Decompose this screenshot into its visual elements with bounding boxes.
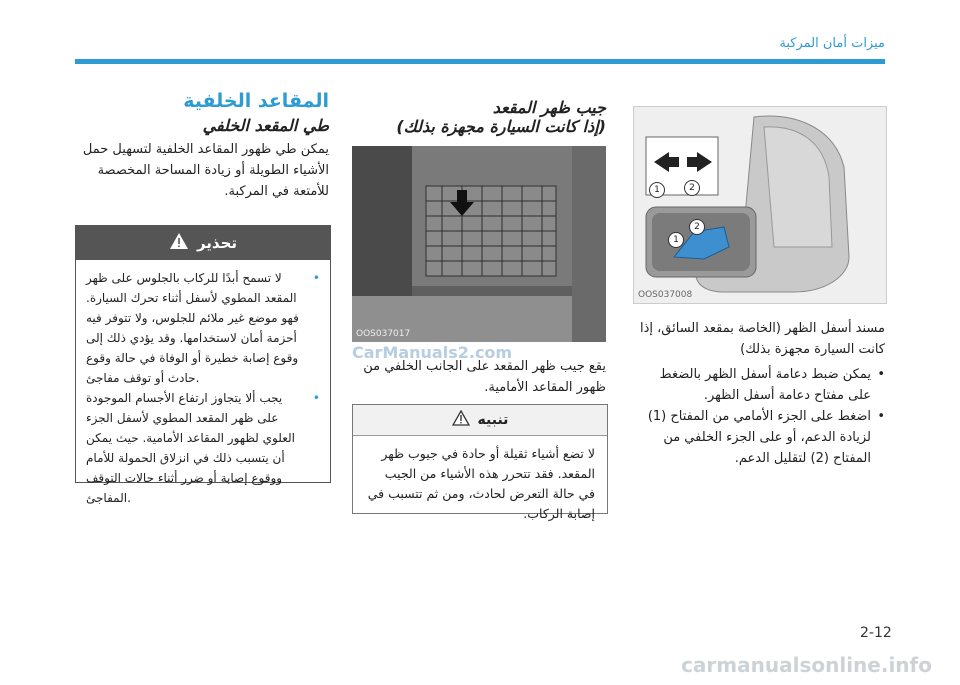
left-column-text xyxy=(75,90,329,202)
folding-rear-seat-heading: طي المقعد الخلفي xyxy=(202,116,329,135)
footer-site: carmanualsonline.info xyxy=(681,653,932,677)
warning-header xyxy=(76,226,330,260)
lumbar-heading: مسند أسفل الظهر (الخاصة بمقعد السائق، إذا كانت السيارة مجهزة بذلك) xyxy=(639,321,885,357)
seatback-pocket-subheading: (إذا كانت السيارة مجهزة بذلك) xyxy=(396,117,606,136)
caution-header xyxy=(353,405,607,436)
lumbar-bullets xyxy=(633,364,885,469)
watermark: CarManuals2.com xyxy=(352,343,513,362)
photo-label: OOS037008 xyxy=(638,290,693,300)
seatback-pocket-photo xyxy=(352,146,606,342)
list-item: • لا تسمح أبدًا للركاب بالجلوس على ظهر المقعد المطوي لأسفل أثناء تحرك السيارة. فهو موضع غير ملائم للجلوس، ولا تتوفر فيه أحزمة أمان لاستخدامها. وقد يؤدي ذلك إلى وقوع إصابة خطيرة أو الوفاة في حالة وقوع حادث أو توقف مفاجئ. xyxy=(86,268,320,388)
caution-text: لا تضع أشياء ثقيلة أو حادة في جيوب ظهر المقعد. فقد تتحرر هذه الأشياء من الجيب في حالة التعرض لحادث، ومن ثم تتسبب في إصابة الركاب. xyxy=(367,446,595,521)
rear-seats-heading: المقاعد الخلفية xyxy=(183,90,329,112)
list-item: • اضغط على الجزء الأمامي من المفتاح (1) لزيادة الدعم، أو على الجزء الخلفي من المفتاح (2) لتقليل الدعم. xyxy=(633,406,885,469)
warning-box xyxy=(75,225,331,505)
photo-label: OOS037017 xyxy=(356,329,411,339)
header-title: ميزات أمان المركبة xyxy=(779,36,885,51)
warning-title: تحذير xyxy=(196,234,238,252)
list-item: • يجب ألا يتجاوز ارتفاع الأجسام الموجودة على ظهر المقعد المطوي لأسفل الجزء العلوي لظهور المقاعد الأمامية. حيث يمكن أن يتسبب ذلك في انزلاق الحمولة للأمام ووقوع إصابة أو ضرر أثناء حالات التوقف المفاجئ. xyxy=(86,388,320,508)
page-number: 2-12 xyxy=(860,625,892,641)
header-rule xyxy=(75,59,885,64)
right-column-text xyxy=(633,318,885,469)
middle-column-text xyxy=(352,356,606,398)
seatback-pocket-illustration xyxy=(352,146,606,342)
warning-icon xyxy=(169,232,189,254)
callout-1: 1 xyxy=(668,232,684,248)
caution-icon xyxy=(452,410,470,430)
middle-column-headings xyxy=(352,98,606,140)
callout-1: 1 xyxy=(649,182,665,198)
list-item: • يمكن ضبط دعامة أسفل الظهر بالضغط على مفتاح دعامة أسفل الظهر. xyxy=(633,364,885,406)
seat-lumbar-photo xyxy=(633,106,887,304)
seat-lumbar-illustration xyxy=(634,107,886,303)
caution-title: تنبيه xyxy=(477,412,509,428)
callout-2: 2 xyxy=(689,219,705,235)
seatback-pocket-text: يقع جيب ظهر المقعد على الجانب الخلفي من ظهور المقاعد الأمامية. xyxy=(363,359,606,395)
seatback-pocket-heading: جيب ظهر المقعد xyxy=(492,98,606,117)
warning-bullets xyxy=(76,260,330,508)
callout-2: 2 xyxy=(684,180,700,196)
caution-box xyxy=(352,404,608,521)
folding-rear-seat-text: يمكن طي ظهور المقاعد الخلفية لتسهيل حمل الأشياء الطويلة أو زيادة المساحة المخصصة للأمتعة في المركبة. xyxy=(82,142,329,199)
